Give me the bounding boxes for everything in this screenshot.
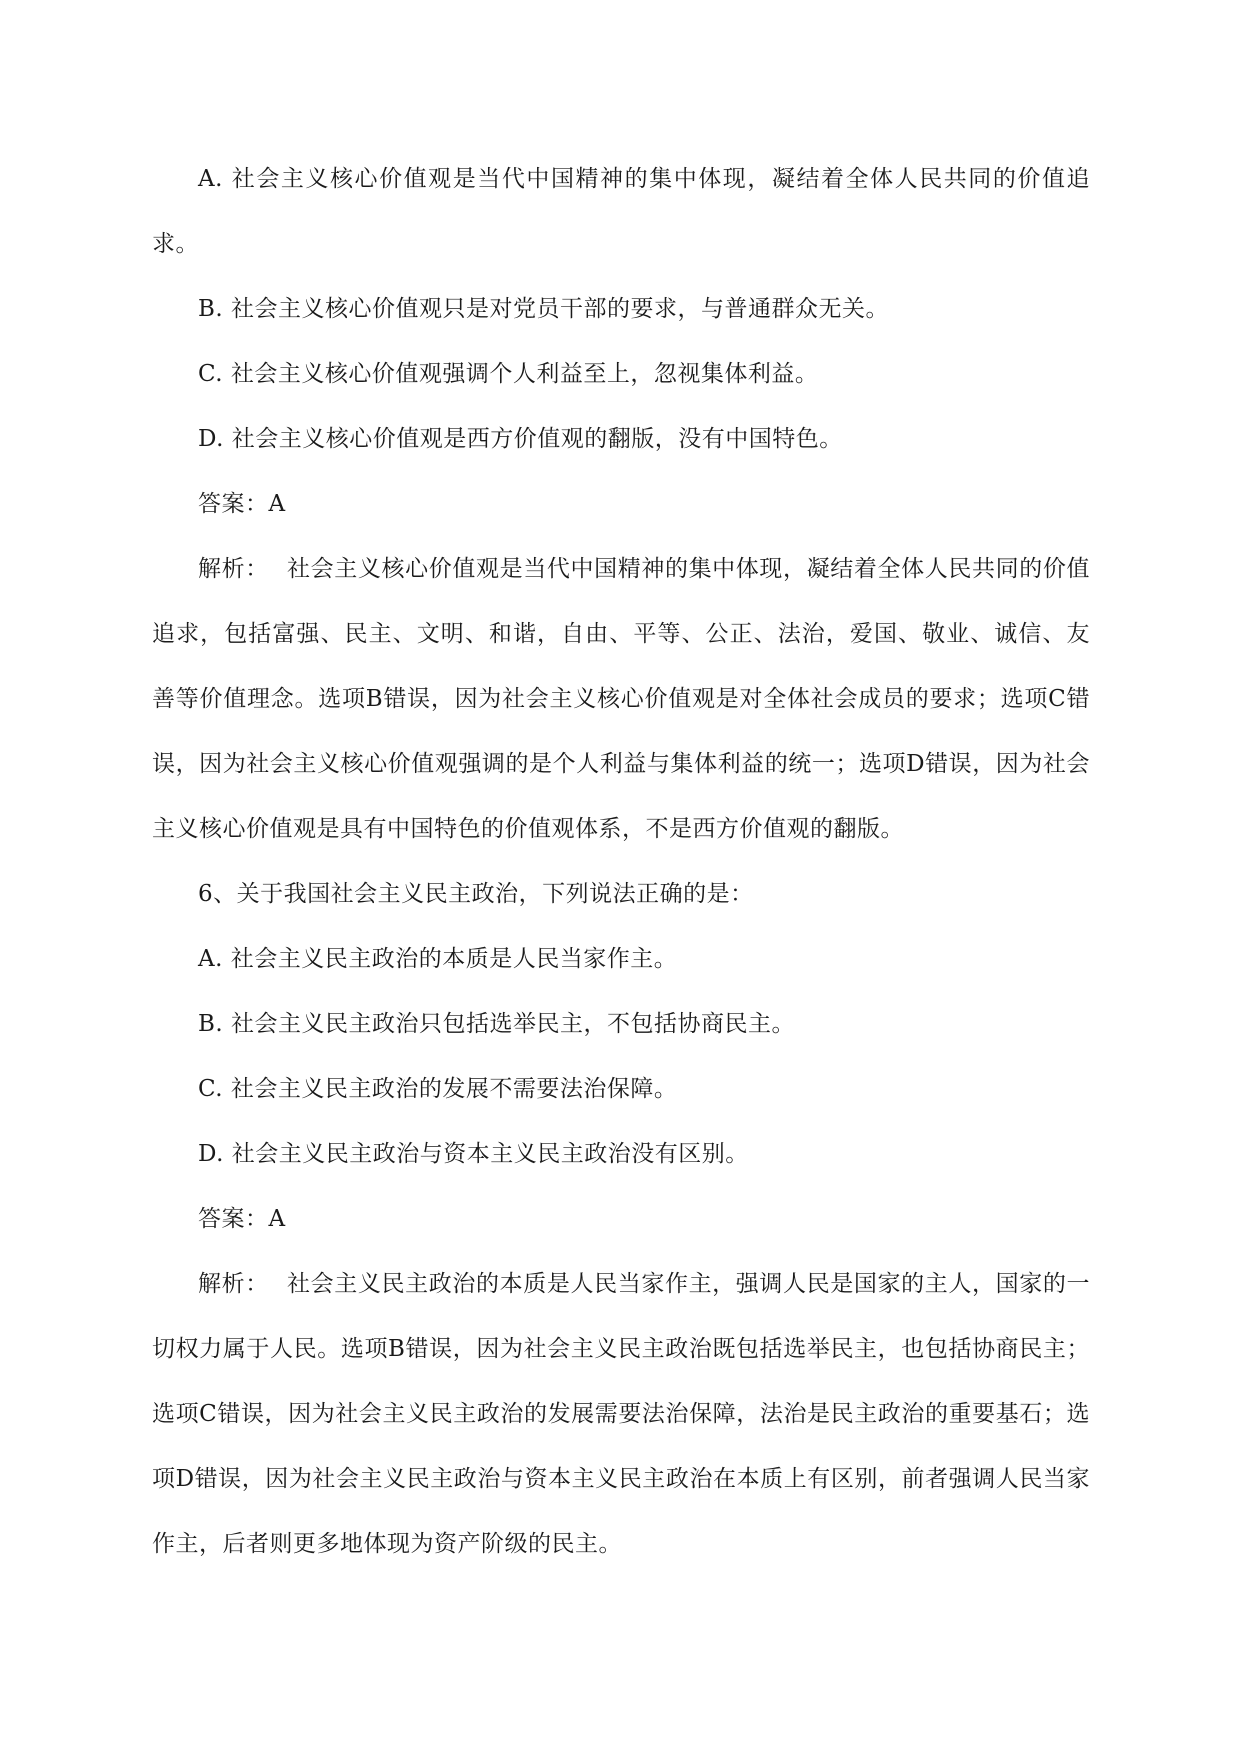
question-5-option-a: A. 社会主义核心价值观是当代中国精神的集中体现，凝结着全体人民共同的价值追求。	[152, 166, 1090, 257]
question-5-answer: 答案：A	[198, 491, 286, 517]
analysis-label: 解析：	[198, 556, 269, 582]
question-6-option-a: A. 社会主义民主政治的本质是人民当家作主。	[198, 946, 678, 972]
question-5-analysis	[152, 537, 1090, 862]
analysis-text: 社会主义核心价值观是当代中国精神的集中体现，凝结着全体人民共同的价值追求，包括富强、民主、文明、和谐，自由、平等、公正、法治，爱国、敬业、诚信、友善等价值理念。选项B错误，因为社会主义核心价值观是对全体社会成员的要求；选项C错误，因为社会主义核心价值观强调的是个人利益与集体利益的统一；选项D错误，因为社会主义核心价值观是具有中国特色的价值观体系，不是西方价值观的翻版。	[152, 556, 1091, 842]
question-6-option-c: C. 社会主义民主政治的发展不需要法治保障。	[198, 1076, 678, 1102]
question-5-option-d: D. 社会主义核心价值观是西方价值观的翻版，没有中国特色。	[198, 426, 843, 452]
question-5-option-c: C. 社会主义核心价值观强调个人利益至上，忽视集体利益。	[198, 361, 819, 387]
question-6-stem: 6、关于我国社会主义民主政治，下列说法正确的是：	[198, 881, 754, 907]
analysis-label: 解析：	[198, 1271, 269, 1297]
question-6-option-b: B. 社会主义民主政治只包括选举民主，不包括协商民主。	[198, 1011, 796, 1037]
question-5-option-b: B. 社会主义核心价值观只是对党员干部的要求，与普通群众无关。	[198, 296, 890, 322]
document-body	[152, 147, 1090, 1577]
question-6-analysis	[152, 1252, 1090, 1577]
question-6-option-d: D. 社会主义民主政治与资本主义民主政治没有区别。	[198, 1141, 749, 1167]
question-6-answer: 答案：A	[198, 1206, 286, 1232]
analysis-text: 社会主义民主政治的本质是人民当家作主，强调人民是国家的主人，国家的一切权力属于人民。选项B错误，因为社会主义民主政治既包括选举民主，也包括协商民主；选项C错误，因为社会主义民主政治的发展需要法治保障，法治是民主政治的重要基石；选项D错误，因为社会主义民主政治与资本主义民主政治在本质上有区别，前者强调人民当家作主，后者则更多地体现为资产阶级的民主。	[152, 1271, 1091, 1557]
